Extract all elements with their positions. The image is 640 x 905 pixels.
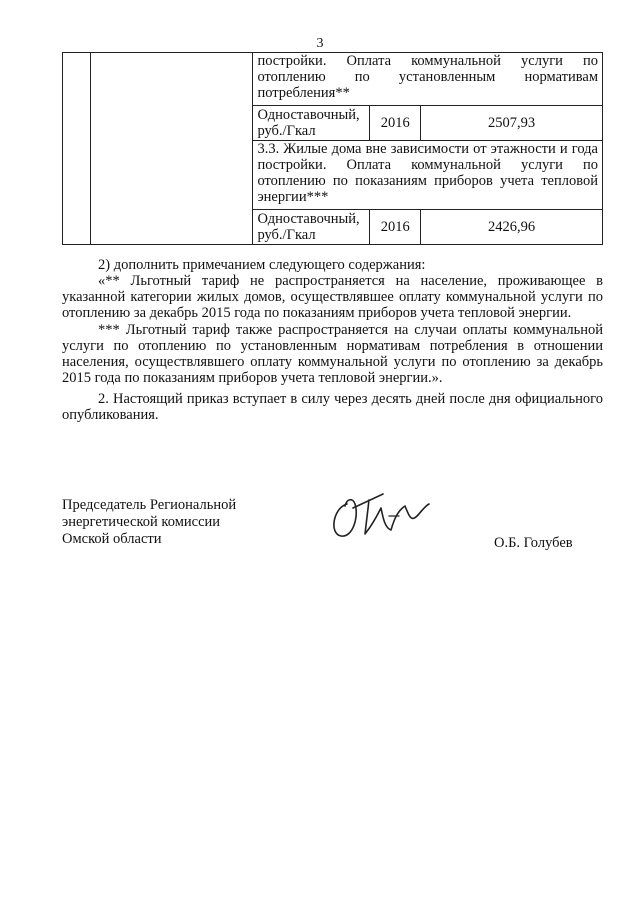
handwritten-signature [325,486,445,546]
page-number: 3 [316,36,324,51]
notes-intro: 2) дополнить примечанием следующего содержания: [98,257,426,273]
table-cell-value: 2426,96 [421,210,603,245]
table-cell-number [63,53,91,245]
table-cell-rate: Одноставочный, руб./Гкал [253,210,370,245]
signer-position [62,497,236,548]
signer-position-line: Омской области [62,531,162,547]
order-item-2: 2. Настоящий приказ вступает в силу через десять дней после дня официального опубликования. [62,391,603,423]
table-cell-description: постройки. Оплата коммунальной услуги по отоплению по установленным нормативам потребления** [253,53,603,106]
table-cell-value: 2507,93 [421,106,603,141]
signer-position-line: энергетической комиссии [62,514,221,530]
tariff-table [62,52,603,245]
table-row [63,53,603,106]
table-cell-year: 2016 [370,106,421,141]
notes-block [62,257,603,423]
table-cell-category [91,53,253,245]
table-cell-year: 2016 [370,210,421,245]
table-cell-description: 3.3. Жилые дома вне зависимости от этажности и года постройки. Оплата коммунальной услуги по отоплению по показаниям приборов учета тепловой энергии*** [253,141,603,210]
signer-name: О.Б. Голубев [494,535,573,551]
note-double-asterisk: «** Льготный тариф не распространяется на население, проживающее в указанной категории жилых домов, осуществлявшее оплату коммунальной услуги по отоплению за декабрь 2015 года по показаниям приборов учета тепловой энергии. [62,273,603,321]
note-triple-asterisk: *** Льготный тариф также распространяется на случаи оплаты коммунальной услуги по отоплению по установленным нормативам потребления в отношении населения, осуществлявшего оплату коммунальной услуги по отоплению за декабрь 2015 года по показаниям приборов учета тепловой энергии.». [62,322,603,386]
signer-position-line: Председатель Региональной [62,497,237,513]
table-cell-rate: Одноставочный, руб./Гкал [253,106,370,141]
